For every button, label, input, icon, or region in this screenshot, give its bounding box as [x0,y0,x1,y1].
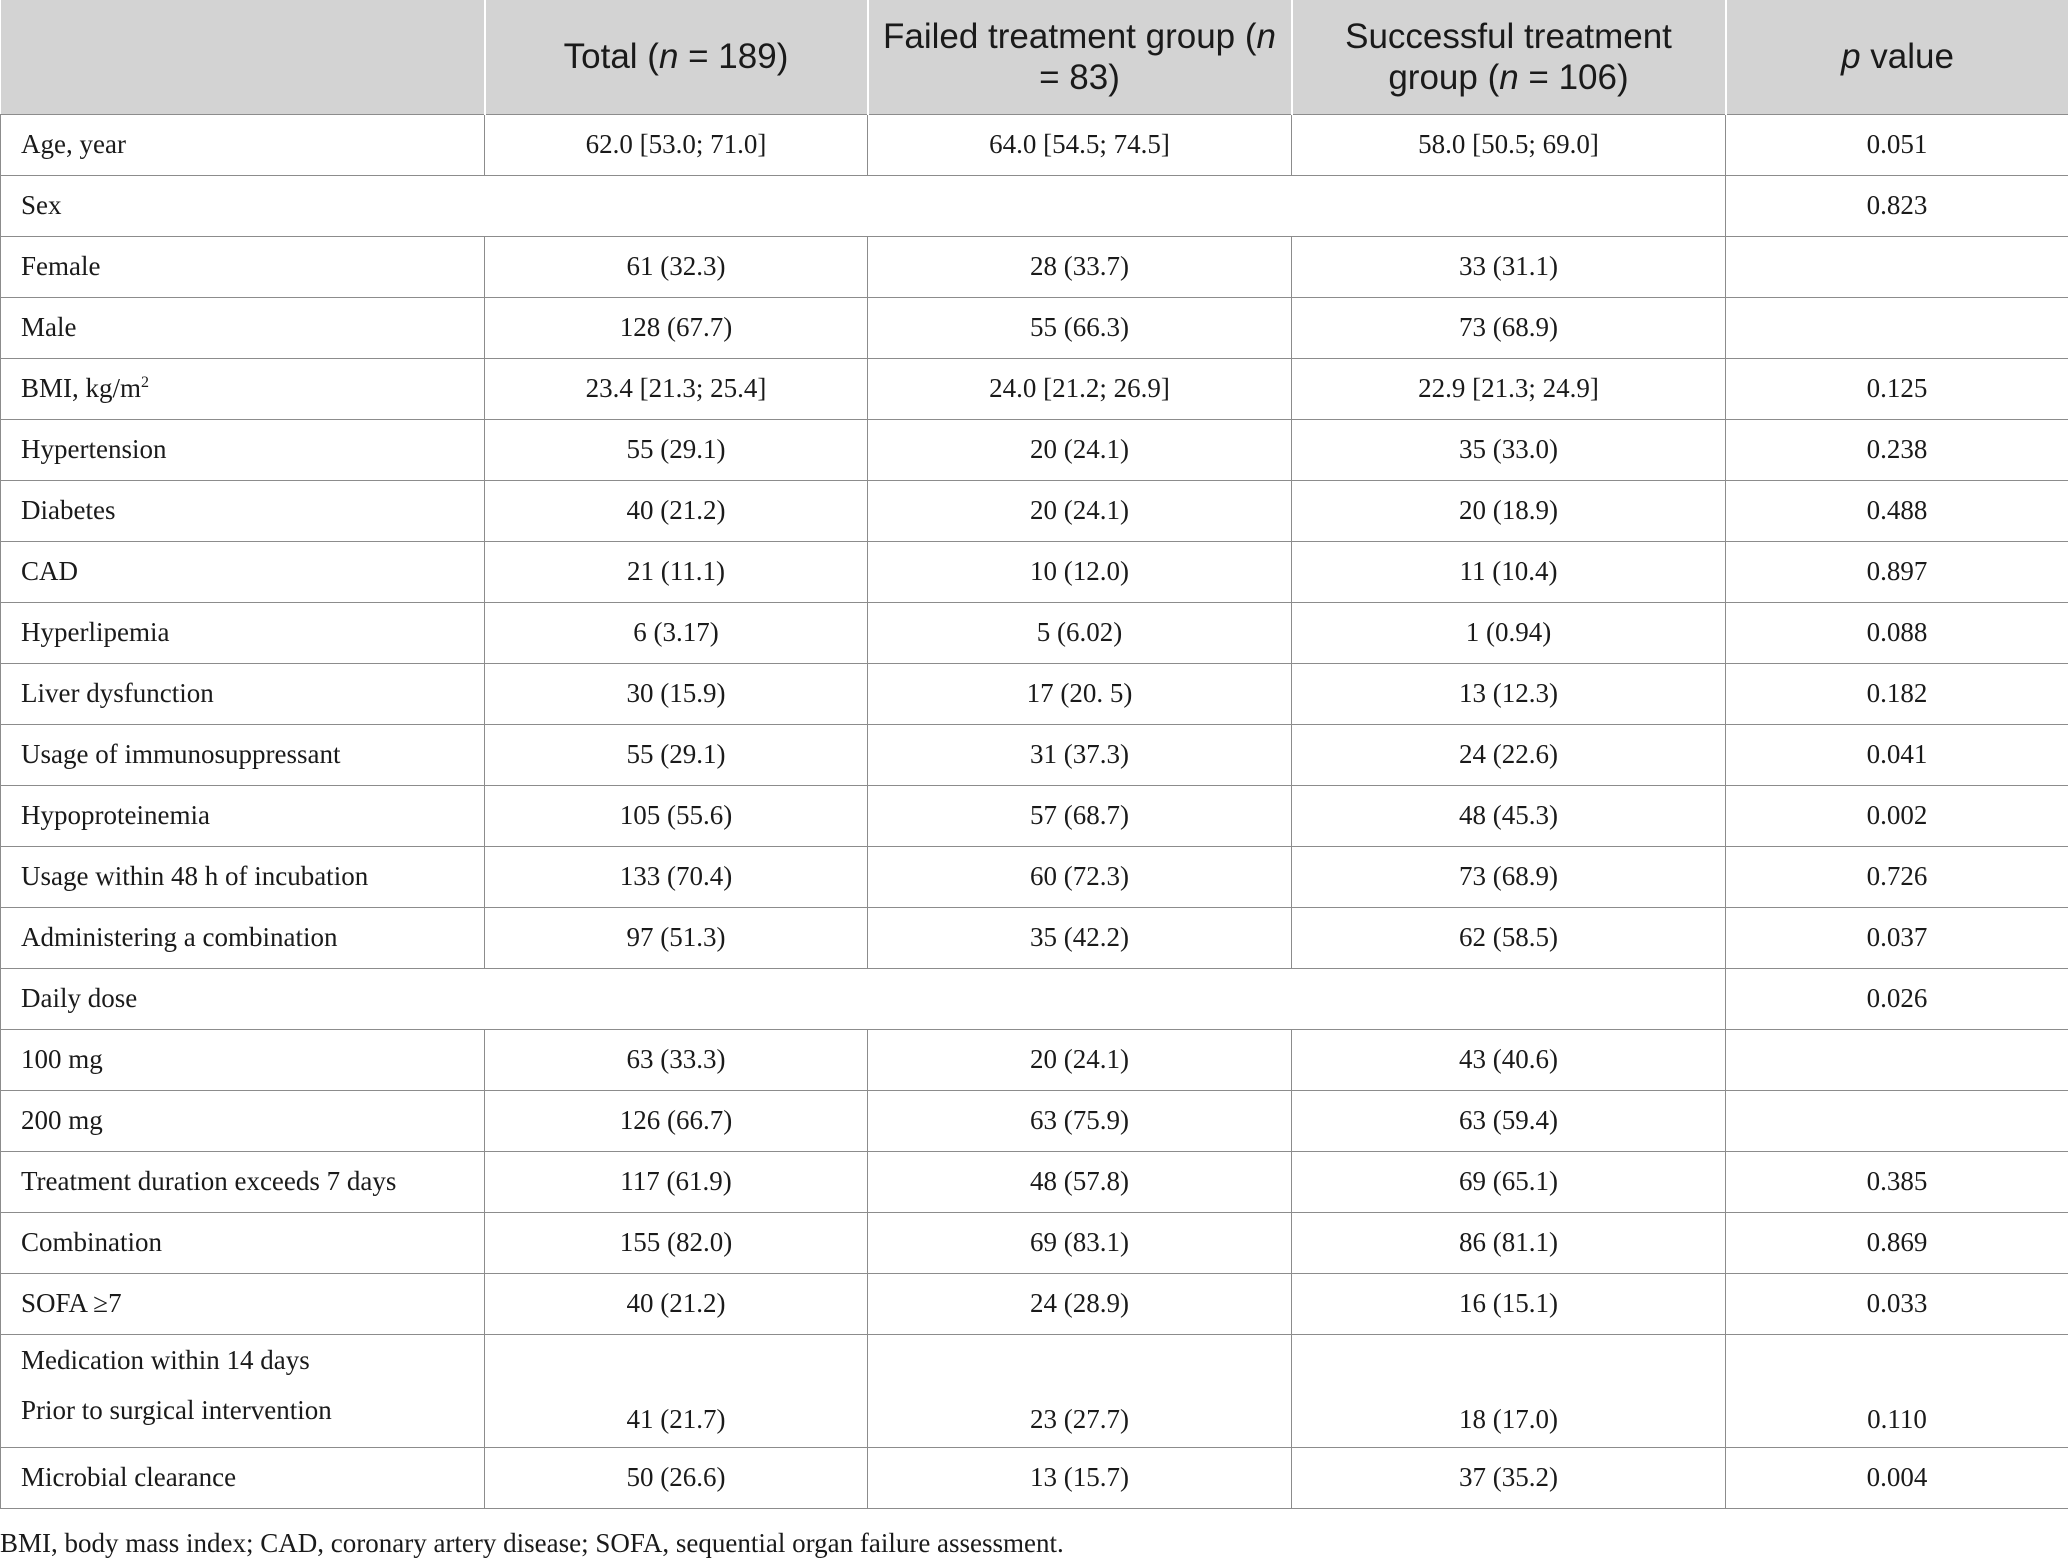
cell-total: 6 (3.17) [485,602,868,663]
cell-failed: 20 (24.1) [868,1029,1292,1090]
cell-total: 128 (67.7) [485,297,868,358]
row-label: Hypertension [1,419,485,480]
cell-p-value: 0.897 [1726,541,2068,602]
cell-p-value: 0.026 [1726,968,2068,1029]
cell-failed: 63 (75.9) [868,1090,1292,1151]
cell-total: 61 (32.3) [485,236,868,297]
cell-total: 133 (70.4) [485,846,868,907]
cell-success: 69 (65.1) [1292,1151,1726,1212]
table-row [1,1447,2068,1508]
row-label [1,1334,485,1447]
table-row [1,968,2068,1029]
table-row [1,480,2068,541]
row-label: Diabetes [1,480,485,541]
row-label: Hyperlipemia [1,602,485,663]
cell-success: 48 (45.3) [1292,785,1726,846]
row-label: BMI, $kg/m^2$ [1,358,485,419]
cell-p-value: 0.238 [1726,419,2068,480]
cell-success: 22.9 [21.3; 24.9] [1292,358,1726,419]
cell-p-value [1726,236,2068,297]
cell-success: 86 (81.1) [1292,1212,1726,1273]
cell-p-value: 0.182 [1726,663,2068,724]
row-label: Combination [1,1212,485,1273]
cell-success: 35 (33.0) [1292,419,1726,480]
row-label: 200 mg [1,1090,485,1151]
cell-p-value: 0.002 [1726,785,2068,846]
cell-success: 63 (59.4) [1292,1090,1726,1151]
table-row [1,1334,2068,1447]
cell-failed: 24.0 [21.2; 26.9] [868,358,1292,419]
cell-total: 21 (11.1) [485,541,868,602]
cell-p-value: 0.488 [1726,480,2068,541]
header-p-value: p value [1726,0,2068,114]
row-label-line1: Medication within 14 days [21,1344,310,1375]
cell-total: 63 (33.3) [485,1029,868,1090]
cell-success: 18 (17.0) [1292,1334,1726,1447]
cell-failed: 64.0 [54.5; 74.5] [868,114,1292,175]
cell-p-value: 0.125 [1726,358,2068,419]
table-row [1,602,2068,663]
row-label: Sex [1,175,1726,236]
cell-failed: 17 (20. 5) [868,663,1292,724]
cell-success: 11 (10.4) [1292,541,1726,602]
cell-total: 155 (82.0) [485,1212,868,1273]
cell-success: 62 (58.5) [1292,907,1726,968]
header-row [1,0,2068,114]
cell-success: 16 (15.1) [1292,1273,1726,1334]
row-label: Usage of immunosuppressant [1,724,485,785]
row-label: 100 mg [1,1029,485,1090]
table-body [1,114,2068,1508]
cell-failed: 28 (33.7) [868,236,1292,297]
cell-total: 40 (21.2) [485,1273,868,1334]
cell-failed: 20 (24.1) [868,480,1292,541]
cell-success: 58.0 [50.5; 69.0] [1292,114,1726,175]
header-total: Total (n = 189) [485,0,868,114]
table-header [1,0,2068,114]
cell-total: 97 (51.3) [485,907,868,968]
cell-failed: 69 (83.1) [868,1212,1292,1273]
table-row [1,907,2068,968]
cell-failed: 35 (42.2) [868,907,1292,968]
cell-total: 126 (66.7) [485,1090,868,1151]
cell-failed: 48 (57.8) [868,1151,1292,1212]
cell-total: 105 (55.6) [485,785,868,846]
cell-p-value: 0.004 [1726,1447,2068,1508]
cell-total: 50 (26.6) [485,1447,868,1508]
cell-success: 20 (18.9) [1292,480,1726,541]
row-label: Male [1,297,485,358]
table-row [1,724,2068,785]
row-label: Hypoproteinemia [1,785,485,846]
row-label: Age, year [1,114,485,175]
row-label: Usage within 48 h of incubation [1,846,485,907]
table-row [1,1090,2068,1151]
row-label: Microbial clearance [1,1447,485,1508]
cell-p-value [1726,1090,2068,1151]
table-row [1,236,2068,297]
cell-success: 1 (0.94) [1292,602,1726,663]
cell-failed: 57 (68.7) [868,785,1292,846]
table-footnote: BMI, body mass index; CAD, coronary artery disease; SOFA, sequential organ failure assessment. [0,1528,1064,1558]
header-successful-group: Successful treatment group (n = 106) [1292,0,1726,114]
cell-failed: 24 (28.9) [868,1273,1292,1334]
table-row [1,1273,2068,1334]
cell-failed: 23 (27.7) [868,1334,1292,1447]
row-label: Daily dose [1,968,1726,1029]
cell-p-value: 0.037 [1726,907,2068,968]
table-row [1,1029,2068,1090]
table-row [1,663,2068,724]
table-row [1,175,2068,236]
row-label: Treatment duration exceeds 7 days [1,1151,485,1212]
cell-p-value: 0.041 [1726,724,2068,785]
header-failed-group: Failed treatment group (n = 83) [868,0,1292,114]
cell-success: 33 (31.1) [1292,236,1726,297]
cell-p-value: 0.110 [1726,1334,2068,1447]
cell-p-value: 0.088 [1726,602,2068,663]
cell-total: 55 (29.1) [485,724,868,785]
cell-success: 24 (22.6) [1292,724,1726,785]
cell-success: 13 (12.3) [1292,663,1726,724]
cell-failed: 55 (66.3) [868,297,1292,358]
cell-failed: 5 (6.02) [868,602,1292,663]
cell-p-value: 0.385 [1726,1151,2068,1212]
cell-failed: 20 (24.1) [868,419,1292,480]
cell-p-value: 0.033 [1726,1273,2068,1334]
cell-success: 73 (68.9) [1292,846,1726,907]
cell-p-value: 0.823 [1726,175,2068,236]
row-label-line2: Prior to surgical intervention [21,1394,332,1425]
table-row [1,297,2068,358]
table-row [1,846,2068,907]
cell-failed: 10 (12.0) [868,541,1292,602]
cell-total: 41 (21.7) [485,1334,868,1447]
table-row [1,1212,2068,1273]
row-label: Liver dysfunction [1,663,485,724]
table-row [1,358,2068,419]
table-row [1,114,2068,175]
cell-success: 73 (68.9) [1292,297,1726,358]
cell-success: 43 (40.6) [1292,1029,1726,1090]
row-label: SOFA ≥7 [1,1273,485,1334]
cell-failed: 31 (37.3) [868,724,1292,785]
row-label: Administering a combination [1,907,485,968]
table-row [1,785,2068,846]
row-label: CAD [1,541,485,602]
cell-p-value [1726,297,2068,358]
row-label: Female [1,236,485,297]
cell-p-value: 0.051 [1726,114,2068,175]
cell-success: 37 (35.2) [1292,1447,1726,1508]
header-variable [1,0,485,114]
cell-failed: 60 (72.3) [868,846,1292,907]
cell-p-value: 0.869 [1726,1212,2068,1273]
cell-p-value [1726,1029,2068,1090]
cell-failed: 13 (15.7) [868,1447,1292,1508]
cell-total: 62.0 [53.0; 71.0] [485,114,868,175]
cell-total: 30 (15.9) [485,663,868,724]
table-row [1,541,2068,602]
cell-total: 117 (61.9) [485,1151,868,1212]
table-row [1,1151,2068,1212]
cell-total: 55 (29.1) [485,419,868,480]
cell-total: 23.4 [21.3; 25.4] [485,358,868,419]
cell-total: 40 (21.2) [485,480,868,541]
table-row [1,419,2068,480]
cell-p-value: 0.726 [1726,846,2068,907]
